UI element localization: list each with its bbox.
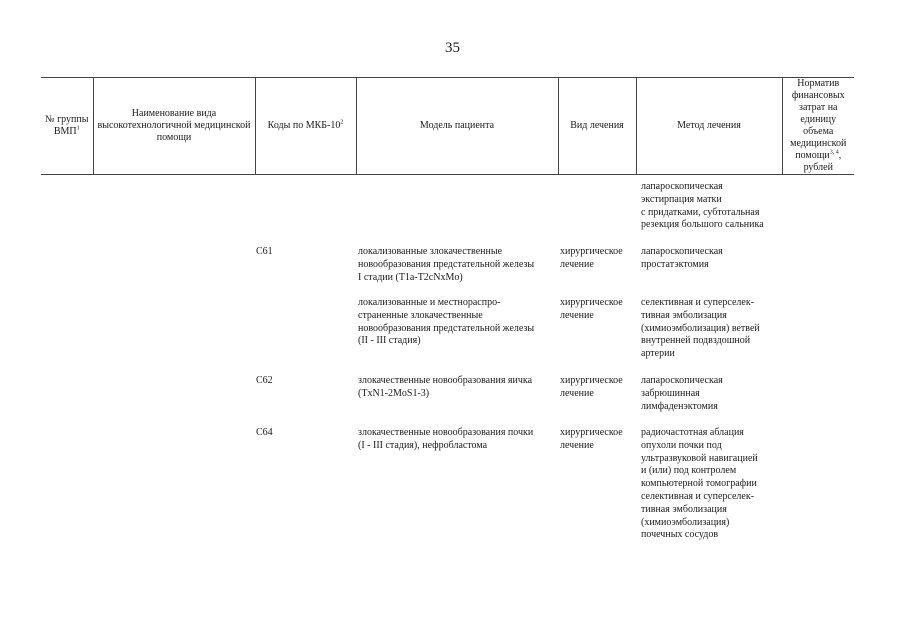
header-treatment-method: Метод лечения xyxy=(636,78,782,175)
row-treatment-type: хирургическое лечение xyxy=(560,297,623,321)
row-code: C64 xyxy=(256,427,273,438)
row-patient-model: локализованные и местнораспро- страненные злокачественные новообразования предстательной железы (II - III стадия) xyxy=(358,297,535,347)
header-patient-model: Модель пациента xyxy=(356,78,558,175)
row-treatment-type: хирургическое лечение xyxy=(560,246,623,270)
row-code: C62 xyxy=(256,375,273,386)
row-patient-model: локализованные злокачественные новообразования предстательной железы I стадии (T1a-T2cNxMo) xyxy=(358,246,535,283)
header-icd-codes: Коды по МКБ-$10^2$ xyxy=(255,78,356,175)
row-patient-model: злокачественные новообразования яичка (TxN1-2MoS1-3) xyxy=(358,375,533,399)
header-care-type: Наименование вида высокотехнологичной медицинской помощи xyxy=(93,78,255,175)
row-treatment-type: хирургическое лечение xyxy=(560,375,623,399)
row-method: лапароскопическая забрюшинная лимфаденэктомия xyxy=(641,375,723,412)
table-header xyxy=(41,77,854,175)
row-method: лапароскопическая экстирпация матки с придатками, субтотальная резекция большого сальника xyxy=(641,181,764,231)
row-method: лапароскопическая простатэктомия xyxy=(641,246,723,270)
row-method: радиочастотная аблация опухоли почки под ультразвуковой навигацией и (или) под контролем компьютерной томографии селективная и суперселек- тивная эмболизация (химиоэмболизация) почечных сосудов xyxy=(641,427,758,541)
header-treatment-type: Вид лечения xyxy=(558,78,636,175)
page-number: 35 xyxy=(445,40,460,56)
row-code: C61 xyxy=(256,246,273,257)
header-cost-norm: Норматив финансовых затрат на единицу объема медицинской помощи$^{3, 4}$, рублей xyxy=(782,78,854,175)
row-patient-model: злокачественные новообразования почки (I - III стадия), нефробластома xyxy=(358,427,534,451)
row-treatment-type: хирургическое лечение xyxy=(560,427,623,451)
header-group-number: № группы ВМП$^1$ xyxy=(41,78,93,175)
row-method: селективная и суперселек- тивная эмболизация (химиоэмболизация) ветвей внутренней подвздошной артерии xyxy=(641,297,760,360)
